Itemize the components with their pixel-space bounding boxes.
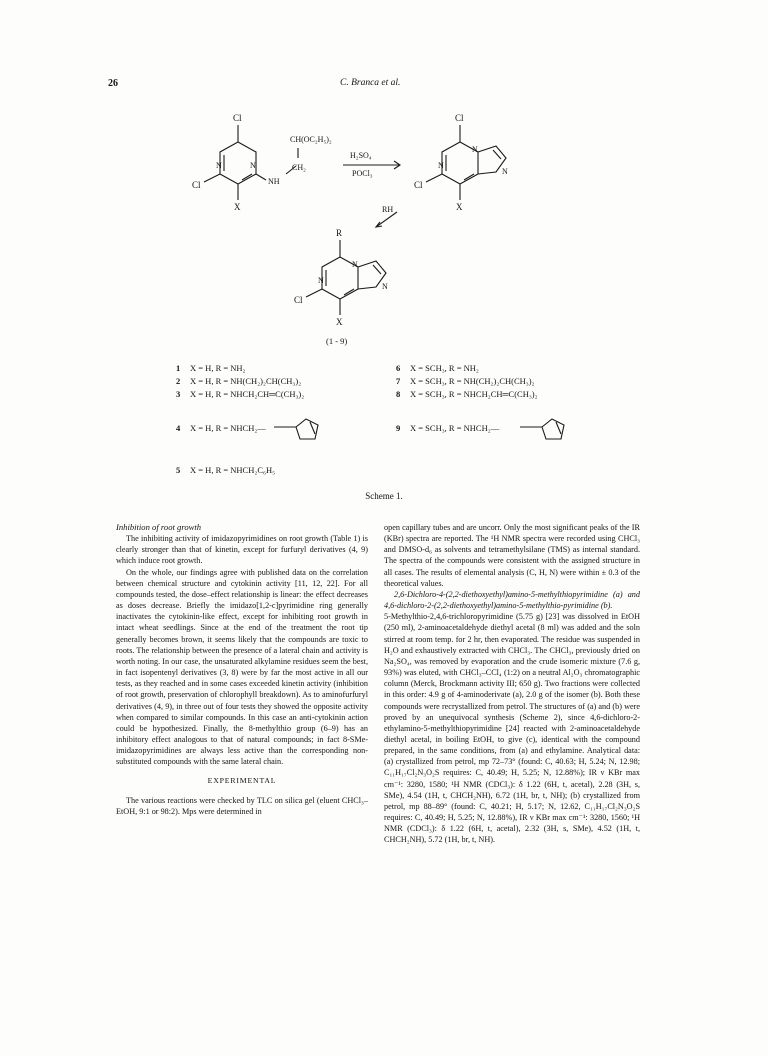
svg-text:4: 4 [176, 423, 181, 433]
compound-4: X = H, R = NHCH₂— [190, 423, 266, 433]
svg-text:Cl: Cl [455, 113, 464, 123]
experimental-heading: EXPERIMENTAL [207, 776, 277, 786]
svg-text:Cl: Cl [192, 180, 201, 190]
compound-6: X = SCH₃, R = NH₂ [410, 363, 479, 373]
svg-text:9: 9 [396, 423, 401, 433]
body-paragraph: The inhibiting activity of imidazopyrimidines on root growth (Table 1) is clearly stronger than that of kinetin, except for furfuryl derivatives (4, 9) which induce root growth. [116, 534, 368, 566]
svg-text:CH(OC₂H₅)₂: CH(OC₂H₅)₂ [290, 135, 332, 144]
svg-text:POCl₃: POCl₃ [352, 169, 373, 178]
svg-text:N: N [472, 145, 478, 154]
compound-range: (1 - 9) [326, 336, 348, 346]
svg-text:1: 1 [176, 363, 181, 373]
body-paragraph: On the whole, our findings agree with published data on the correlation between chemical structure and cytokinin activity [11, 12, 22]. For all compounds tested, the dose–effect relationship is linear: the effect decreases as doses decrease. Briefly the imidazo[1,2-c]pyrimidine ring generally inactivates the cytokinin-like effect, except for inhibiting root growth in intact wheat seedlings. Since at the end of the treatment the root tip generally becomes brown, it seems likely that the compounds are toxic to roots. The relationship between the presence of a lateral chain and activity is worth noting. In our case, the unsaturated alkylamine residues seem the best, in fact isopentenyl derivatives (3, 8) were by far the most active in all our tests, as they reached and in some cases exceeded kinetin activity (inhibition of root growth, preservation of chlorophyll breakdown). As to aminofurfuryl derivatives (4, 9), in three out of four tests they showed the opposite activity when compared to similar compounds. In this case an anti-cytokinin action could be hypothesized. Finally, the 8-methylthio group (6–9) has an inhibitory effect analogous to that of natural compounds; in fact 8-SMe-imidazopyrimidines are always less active than the corresponding non-substituted compounds with the same lateral chain. [116, 567, 368, 767]
methods-paragraph: open capillary tubes and are uncorr. Only the most significant peaks of the IR (KBr) spectra are reported. The ¹H NMR spectra were recorded using CHCl₃ and DMSO-d₆ as solvents and tetramethylsilane (TMS) as internal standard. The spectra of the compounds were consistent with the assigned structure in all cases. The results of elemental analysis (C, H, N) were within ± 0.3 of the theoretical values. [384, 523, 640, 588]
rh-arrow [376, 212, 397, 227]
svg-text:X: X [456, 202, 463, 212]
reaction-scheme [100, 100, 660, 500]
page-number: 26 [108, 78, 118, 89]
svg-text:CH₂: CH₂ [292, 163, 306, 172]
svg-text:N: N [318, 276, 324, 285]
right-column [384, 522, 640, 846]
compound-8: X = SCH₃, R = NHCH₂CH═C(CH₃)₂ [410, 389, 538, 399]
compound-1: X = H, R = NH₂ [190, 363, 246, 373]
compound-5: X = H, R = NHCH₂C₆H₅ [190, 465, 276, 475]
synthesis-paragraph: 5-Methylthio-2,4,6-trichloropyrimidine (5.75 g) [23] was dissolved in EtOH (250 ml), 2-aminoacetaldehyde diethyl acetal (8 ml) was added and the soln stirred at room temp. for 2 hr, then evaporated. The residue was suspended in H₂O and exhaustively extracted with CHCl₃. The CHCl₃, previously dried on Na₂SO₄, was removed by evaporation and the crude isomeric mixture (7.6 g, 93%) was eluted, with CHCl₃–CCl₄ (1:2) on a neutral Al₂O₃ chromatographic column (Merck, Brockmann activity III; 650 g). Two fractions were collected in this order: 4.9 g of 4-aminoderivate (a), 2.0 g of the isomer (b). Both these compounds were recrystallized from petrol. The structures of (a) and (b) were proved by an unequivocal synthesis (Scheme 2), since 4,6-dichloro-2-ethylamino-5-methylthiopyrimidine [24] reacted with 2-aminoacetaldehyde diethyl acetal, in boiling EtOH, to give (c), identical with the compound prepared, in the same conditions, from (a) and ethylamine. Analytical data: (a) crystallized from petrol, mp 72–73° (found: C, 40.63; H, 5.24; N, 12.98; C₁₁H₁₇Cl₂N₃O₂S requires: C, 40.49; H, 5.25; N, 12.88%); IR ν KBr max cm⁻¹: 3280, 1580; ¹H NMR (CDCl₃): δ 1.22 (6H, t, acetal), 2.28 (3H, s, SMe), 4.54 (1H, t, CHCH₂NH), 6.72 (1H, br, t, NH); (b) crystallized from petrol, mp 88–89° (found: C, 40.21; H, 5.17; N, 12.62, C₁₁H₁₇Cl₂N₃O₂S requires: C, 40.49; H, 5.25; N, 12.88%), IR ν KBr max cm⁻¹: 3280, 1560; ¹H NMR (CDCl₃): δ 1.22 (6H, t, acetal), 2.32 (3H, s, SMe), 4.52 (1H, t, CHCH₂NH), 5.72 (1H, br, t, NH). [384, 612, 640, 845]
svg-text:N: N [502, 167, 508, 176]
svg-text:N: N [438, 161, 444, 170]
svg-text:N: N [216, 161, 222, 170]
svg-text:N: N [382, 282, 388, 291]
svg-text:X: X [234, 202, 241, 212]
svg-text:NH: NH [268, 177, 280, 186]
furan-ring-4 [274, 419, 318, 439]
svg-text:Cl: Cl [414, 180, 423, 190]
section-title: Inhibition of root growth [116, 522, 202, 532]
reaction-arrow [343, 161, 400, 169]
running-title: C. Branca et al. [340, 78, 401, 88]
left-column [116, 522, 368, 817]
compound-heading: 2,6-Dichloro-4-(2,2-diethoxyethyl)amino-5-methylthiopyrimidine (a) and 4,6-dichloro-2-(2,2-diethoxyethyl)amino-5-methylthio-pyrimidine (b). [384, 589, 640, 611]
experimental-paragraph: The various reactions were checked by TLC on silica gel (eluent CHCl₃–EtOH, 9:1 or 98:2). Mps were determined in [116, 795, 368, 816]
compound-3: X = H, R = NHCH₂CH═C(CH₃)₂ [190, 389, 305, 399]
svg-text:Cl: Cl [233, 113, 242, 123]
svg-text:N: N [250, 161, 256, 170]
scheme-caption: Scheme 1. [365, 491, 403, 501]
svg-text:N: N [352, 260, 358, 269]
furan-ring-9 [520, 419, 564, 439]
compound-9: X = SCH₃, R = NHCH₂— [410, 423, 500, 433]
svg-text:X: X [336, 317, 343, 327]
svg-text:RH: RH [382, 205, 394, 214]
compound-7: X = SCH₃, R = NH(CH₂)₂CH(CH₃)₂ [410, 376, 535, 386]
svg-text:6: 6 [396, 363, 401, 373]
svg-text:8: 8 [396, 389, 401, 399]
svg-text:R: R [336, 228, 343, 238]
svg-text:5: 5 [176, 465, 181, 475]
svg-text:H₂SO₄: H₂SO₄ [350, 151, 372, 160]
svg-text:Cl: Cl [294, 295, 303, 305]
svg-text:3: 3 [176, 389, 181, 399]
svg-text:2: 2 [176, 376, 181, 386]
compound-2: X = H, R = NH(CH₂)₂CH(CH₃)₂ [190, 376, 302, 386]
svg-text:7: 7 [396, 376, 401, 386]
